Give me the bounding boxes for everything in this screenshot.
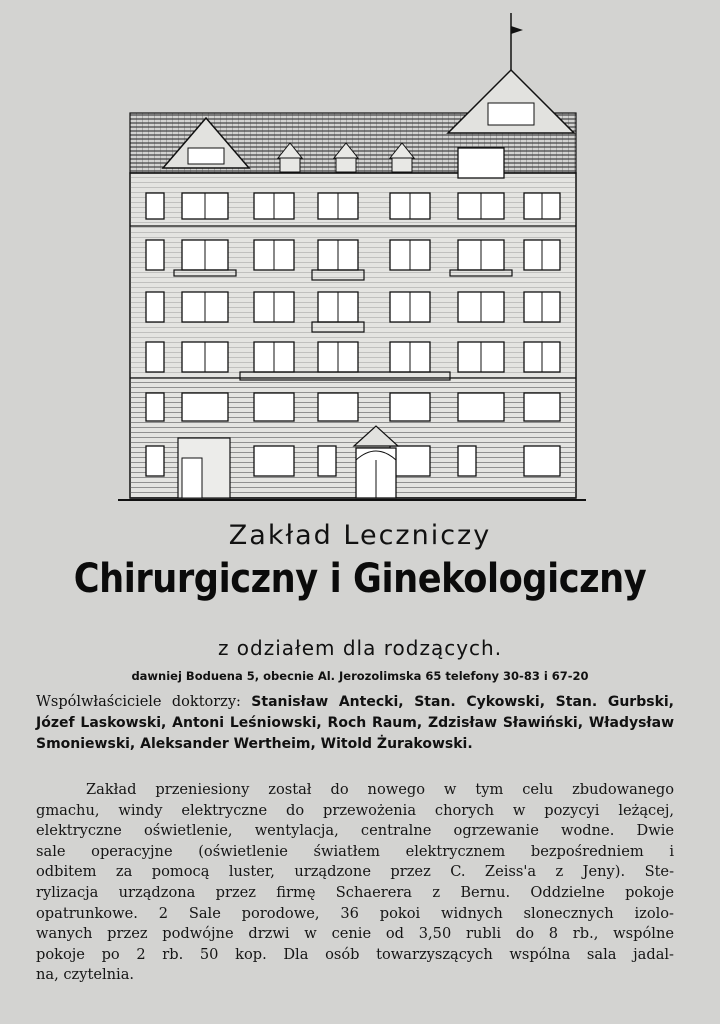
owners-paragraph: [36, 692, 674, 755]
building-engraving: [118, 8, 586, 508]
body-line: na, czytelnia.: [36, 966, 135, 984]
body-line: sale operacyjne (oświetlenie światłem elektrycznem bezpośredniem i: [36, 842, 674, 860]
body-line: opatrunkowe. 2 Sale porodowe, 36 pokoi widnych slonecznych izolo-: [36, 904, 674, 922]
heading-line-2: Chirurgiczny i Ginekologiczny: [73, 556, 647, 602]
body-line: gmachu, windy elektryczne do przewożenia chorych w pozycyi leżącej,: [36, 801, 674, 819]
heading-line-1: Zakład Leczniczy: [228, 520, 492, 551]
address-line: dawniej Boduena 5, obecnie Al. Jerozolimska 65 telefony 30-83 i 67-20: [131, 669, 589, 683]
body-line: wanych przez podwójne drzwi w cenie od 3,50 rubli do 8 rb., wspólne: [36, 925, 674, 943]
body-line: odbitem za pomocą luster, urządzone przez C. Zeiss'a z Jeny). Ste-: [36, 863, 674, 881]
body-line: rylizacja urządzona przez firmę Schaerera z Bernu. Oddzielne pokoje: [36, 883, 674, 901]
body-line: pokoje po 2 rb. 50 kop. Dla osób towarzyszących wspólna sala jadal-: [36, 945, 674, 963]
heading-line-3: z odziałem dla rodzących.: [217, 636, 503, 660]
body-line: elektryczne oświetlenie, wentylacja, centralne ogrzewanie wodne. Dwie: [36, 822, 674, 840]
body-line: Zakład przeniesiony został do nowego w tym celu zbudowanego: [86, 781, 674, 798]
owners-lead: Wspólwłaściciele doktorzy:: [36, 694, 252, 710]
building-illustration: [118, 8, 586, 508]
owners-names: Stanisław Antecki, Stan. Cykowski, Stan. Gurbski, Józef Laskowski, Antoni Leśniowski, Roch Raum, Zdzisław Sławiński, Władysław Smoniewski, Aleksander Wertheim, Witold Żurakowski.: [36, 694, 674, 752]
body-paragraph: [36, 780, 674, 986]
